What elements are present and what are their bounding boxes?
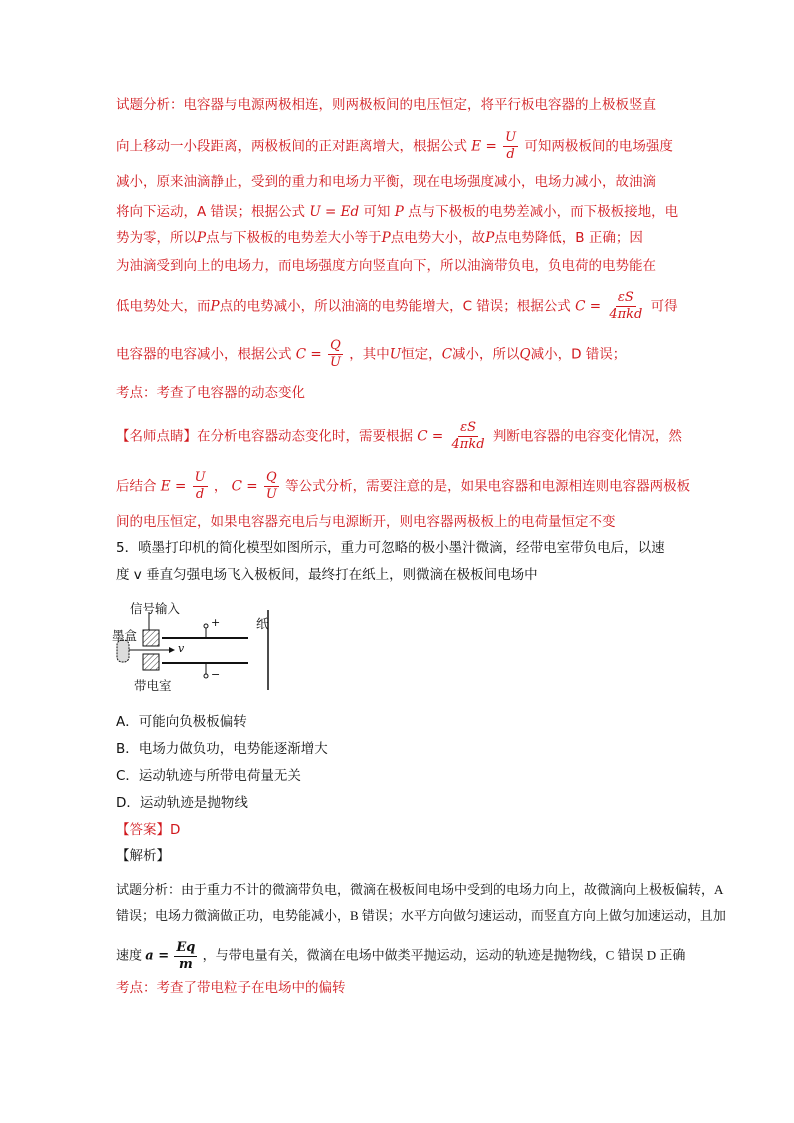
denominator: U [330, 355, 341, 370]
analysis-line-6: 为油滴受到向上的电场力，而电场强度方向竖直向下，所以油滴带负电，负电荷的电势能在 [116, 258, 656, 274]
fraction-q-over-u [328, 338, 343, 371]
fraction-q-over-u [264, 470, 279, 503]
formula-c: C = [575, 298, 602, 315]
text-segment: 点与下极板的电势差大小等于 [206, 230, 382, 246]
text-segment: 势为零，所以 [116, 230, 197, 246]
charge-chamber-bottom [143, 654, 159, 670]
arrow-head [169, 647, 175, 653]
text-segment: 向上移动一小段距离，两极板间的正对距离增大，根据公式 [116, 138, 467, 155]
formula-e: E = [471, 138, 497, 155]
text-segment: 可得 [650, 298, 678, 315]
charge-chamber-top [143, 630, 159, 646]
fraction-eq-over-m [174, 940, 197, 973]
plus-node [204, 624, 208, 628]
kaodian-2: 考点：考查了带电粒子在电场中的偏转 [116, 980, 346, 996]
text-segment: 将向下运动，A 错误；根据公式 [116, 204, 306, 220]
inkjet-diagram [112, 600, 277, 695]
text-segment: 可知 [363, 204, 391, 220]
formula-u-ed: U = Ed [309, 204, 360, 220]
analysis-line-2 [116, 130, 706, 163]
solution-line-3 [116, 940, 716, 973]
plus-label: + [211, 616, 221, 629]
option-a: A．可能向负极板偏转 [116, 714, 247, 730]
numerator: Q [330, 338, 341, 353]
symbol-p: P [197, 230, 207, 246]
charge-room-label: 带电室 [134, 678, 172, 693]
numerator: Eq [176, 940, 196, 955]
text-segment: 恒定， [401, 346, 442, 363]
tip-line-3: 间的电压恒定，如果电容器充电后与电源断开，则电容器两极板上的电荷量恒定不变 [116, 514, 616, 530]
solution-line-1: 试题分析：由于重力不计的微滴带负电，微滴在极板间电场中受到的电场力向上，故微滴向上极板偏转，A [116, 882, 724, 897]
text-segment: 点的电势减小，所以油滴的电势能增大，C 错误；根据公式 [219, 298, 571, 315]
kaodian-1: 考点：考查了电容器的动态变化 [116, 385, 305, 401]
answer-value: D [170, 822, 181, 838]
velocity-label: v [178, 642, 185, 655]
text-segment: 点与下极板的电势差减小，而下极板接地，电 [408, 204, 679, 220]
numerator: εS [617, 290, 634, 305]
text-segment: 【名师点睛】在分析电容器动态变化时，需要根据 [116, 428, 413, 445]
text-segment: ，其中 [349, 346, 390, 363]
text-segment: 减小，D 错误； [530, 346, 627, 363]
option-c: C．运动轨迹与所带电荷量无关 [116, 768, 301, 784]
analysis-line-7 [116, 290, 706, 323]
denominator: d [506, 147, 515, 162]
solution-line-2: 错误；电场力微滴做正功，电势能减小，B 错误；水平方向做匀速运动，而竖直方向上做匀加速运动，且加 [116, 908, 726, 923]
denominator: 4πkd [609, 307, 643, 322]
formula-a: a = [145, 948, 170, 964]
text-segment: ， [213, 478, 228, 495]
symbol-q: Q [519, 346, 531, 363]
answer-line [116, 820, 180, 840]
answer-label: 【答案】 [116, 822, 170, 838]
jiexi-label: 【解析】 [116, 848, 170, 864]
text-segment: 速度 [116, 947, 143, 963]
tip-line-2 [116, 470, 706, 503]
numerator: U [505, 130, 517, 145]
denominator: 4πkd [451, 437, 485, 452]
analysis-line-5 [116, 228, 706, 248]
analysis-line-3: 减小，原来油滴静止，受到的重力和电场力平衡，现在电场强度减小，电场力减小，故油滴 [116, 174, 656, 190]
analysis-line-1: 试题分析：电容器与电源两极相连，则两极板间的电压恒定，将平行板电容器的上极板竖直 [116, 97, 656, 113]
text-segment: 等公式分析，需要注意的是，如果电容器和电源相连则电容器两极板 [285, 478, 691, 495]
symbol-p: P [210, 298, 220, 315]
symbol-p: P [394, 204, 404, 220]
denominator: d [195, 487, 205, 502]
option-d: D．运动轨迹是抛物线 [116, 795, 248, 811]
text-segment: ，与带电量有关，微滴在电场中做类平抛运动，运动的轨迹是抛物线，C 错误 D 正确 [202, 947, 686, 963]
question-stem-2: 度 v 垂直匀强电场飞入极板间，最终打在纸上，则微滴在极板间电场中 [116, 567, 538, 583]
formula-e: E = [160, 478, 187, 495]
formula-c: C = [231, 478, 258, 495]
text-segment: 可知两极板间的电场强度 [524, 138, 673, 155]
fraction-u-over-d [193, 470, 208, 503]
numerator: U [194, 470, 206, 485]
symbol-c: C [441, 346, 453, 363]
signal-input-label: 信号输入 [130, 601, 181, 616]
text-segment: 低电势处大，而 [116, 298, 211, 315]
denominator: m [178, 957, 193, 972]
denominator: U [265, 487, 277, 502]
text-segment: 后结合 [116, 478, 157, 495]
ink-box-label: 墨盒 [112, 628, 138, 643]
fraction-es-over-4pikd [450, 420, 487, 453]
fraction-u-over-d [503, 130, 518, 163]
text-segment: 判断电容器的电容变化情况，然 [492, 428, 682, 445]
symbol-u: U [389, 346, 402, 363]
option-b: B．电场力做负功，电势能逐渐增大 [116, 741, 328, 757]
formula-c: C = [295, 346, 322, 363]
minus-label: − [211, 668, 221, 681]
symbol-p: P [485, 230, 495, 246]
fraction-es-over-4pikd [607, 290, 644, 323]
numerator: Q [266, 470, 277, 485]
tip-line-1 [116, 420, 706, 453]
text-segment: 减小，所以 [452, 346, 520, 363]
paper-label: 纸 [256, 616, 269, 631]
text-segment: 点电势降低，B 正确；因 [494, 230, 643, 246]
analysis-line-8 [116, 338, 706, 371]
symbol-p: P [381, 230, 391, 246]
question-stem-1: 5．喷墨打印机的简化模型如图所示，重力可忽略的极小墨汁微滴，经带电室带负电后，以速 [116, 540, 665, 556]
numerator: εS [460, 420, 476, 435]
text-segment: 电容器的电容减小，根据公式 [116, 346, 292, 363]
analysis-line-4 [116, 202, 706, 222]
minus-node [204, 674, 208, 678]
text-segment: 点电势大小，故 [390, 230, 486, 246]
formula-c: C = [417, 428, 444, 445]
